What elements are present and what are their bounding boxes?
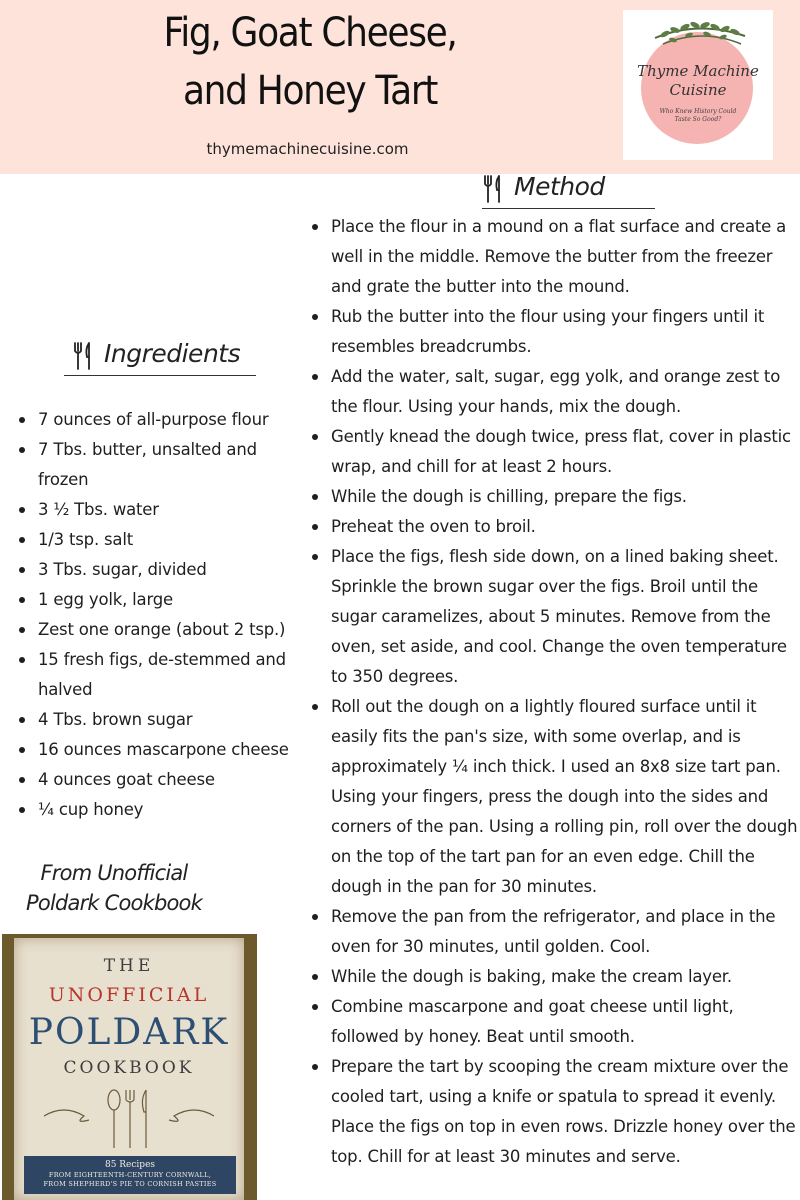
book-band-line-1: 85 Recipes (104, 1160, 156, 1170)
cutlery-illustration-icon (34, 1086, 224, 1152)
book-cover (2, 934, 257, 1200)
method-step: Gently knead the dough twice, press flat, cover in plastic wrap, and chill for at least 2 hours. (331, 422, 800, 482)
ingredients-heading-text: Ingredients (104, 339, 241, 368)
method-step: Prepare the tart by scooping the cream mixture over the cooled tart, using a knife or spatula to spread it evenly. Place the figs on top in even rows. Drizzle honey over the top. Chill for at least 30 minutes and serve. (331, 1052, 800, 1172)
method-step: Add the water, salt, sugar, egg yolk, and orange zest to the flour. Using your hands, mix the dough. (331, 362, 800, 422)
book-band-line-3: FROM SHEPHERD'S PIE TO CORNISH PASTIES (43, 1180, 217, 1188)
ingredients-heading (64, 335, 256, 376)
source-line-2: Poldark Cookbook (26, 891, 202, 915)
method-step: Combine mascarpone and goat cheese until light, followed by honey. Beat until smooth. (331, 992, 800, 1052)
header-banner (0, 0, 800, 174)
ingredient-item: 16 ounces mascarpone cheese (38, 735, 308, 765)
ingredient-item: 1 egg yolk, large (38, 585, 308, 615)
book-title-unofficial: UNOFFICIAL (48, 984, 210, 1006)
ingredient-item: 4 Tbs. brown sugar (38, 705, 308, 735)
method-heading (482, 168, 655, 209)
ingredient-item: Zest one orange (about 2 tsp.) (38, 615, 308, 645)
logo-tagline (653, 108, 743, 124)
website-url[interactable]: thymemachinecuisine.com (206, 140, 409, 158)
method-step: Roll out the dough on a lightly floured surface until it easily fits the pan's size, with some overlap, and is approximately ¼ inch thick. I used an 8x8 size tart pan. Using your fingers, press the dough into the sides and corners of the pan. Using a rolling pin, roll over the dough on the top of the tart pan for an even edge. Chill the dough in the pan for 30 minutes. (331, 692, 800, 902)
ingredient-item: 3 ½ Tbs. water (38, 495, 308, 525)
logo-name-line-2: Cuisine (669, 81, 727, 99)
ingredient-item: 7 ounces of all-purpose flour (38, 405, 308, 435)
method-step: Rub the butter into the flour using your fingers until it resembles breadcrumbs. (331, 302, 800, 362)
source-line-1: From Unofficial (40, 861, 188, 885)
method-step: Place the flour in a mound on a flat surface and create a well in the middle. Remove the butter from the freezer and grate the butter into the mound. (331, 212, 800, 302)
method-heading-text: Method (514, 172, 605, 201)
book-title-poldark: POLDARK (28, 1012, 230, 1053)
recipe-title (130, 4, 490, 120)
book-cover-page (14, 938, 244, 1200)
ingredient-item: 1/3 tsp. salt (38, 525, 308, 555)
method-step: Place the figs, flesh side down, on a lined baking sheet. Sprinkle the brown sugar over the figs. Broil until the sugar caramelizes, about 5 minutes. Remove from the oven, set aside, and cool. Change the oven temperature to 350 degrees. (331, 542, 800, 692)
ingredient-item: 15 fresh figs, de-stemmed and halved (38, 645, 308, 705)
title-line-2: and Honey Tart (182, 68, 438, 114)
ingredient-item: 3 Tbs. sugar, divided (38, 555, 308, 585)
method-step: While the dough is baking, make the cream layer. (331, 962, 800, 992)
title-line-1: Fig, Goat Cheese, (163, 10, 457, 56)
book-title-the: THE (103, 956, 155, 976)
method-step: Preheat the oven to broil. (331, 512, 800, 542)
fork-knife-icon (482, 174, 504, 204)
method-step: Remove the pan from the refrigerator, and place in the oven for 30 minutes, until golden. Cool. (331, 902, 800, 962)
book-band-line-2: FROM EIGHTEENTH-CENTURY CORNWALL, (48, 1171, 212, 1179)
ingredient-item: 7 Tbs. butter, unsalted and frozen (38, 435, 308, 495)
brand-logo (623, 10, 773, 160)
book-subtitle-band (24, 1156, 236, 1194)
logo-name-line-1: Thyme Machine (637, 62, 759, 80)
fork-knife-icon (72, 341, 94, 371)
ingredients-list (38, 405, 308, 825)
logo-tagline-line-2: Taste So Good? (674, 116, 722, 123)
ingredient-item: ¼ cup honey (38, 795, 308, 825)
method-steps (331, 212, 800, 1172)
source-credit (14, 858, 214, 918)
method-step: While the dough is chilling, prepare the figs. (331, 482, 800, 512)
book-title-cookbook: COOKBOOK (63, 1058, 195, 1078)
logo-name (623, 62, 773, 100)
thyme-sprig-icon (623, 10, 773, 70)
logo-tagline-line-1: Who Knew History Could (659, 108, 737, 115)
ingredient-item: 4 ounces goat cheese (38, 765, 308, 795)
